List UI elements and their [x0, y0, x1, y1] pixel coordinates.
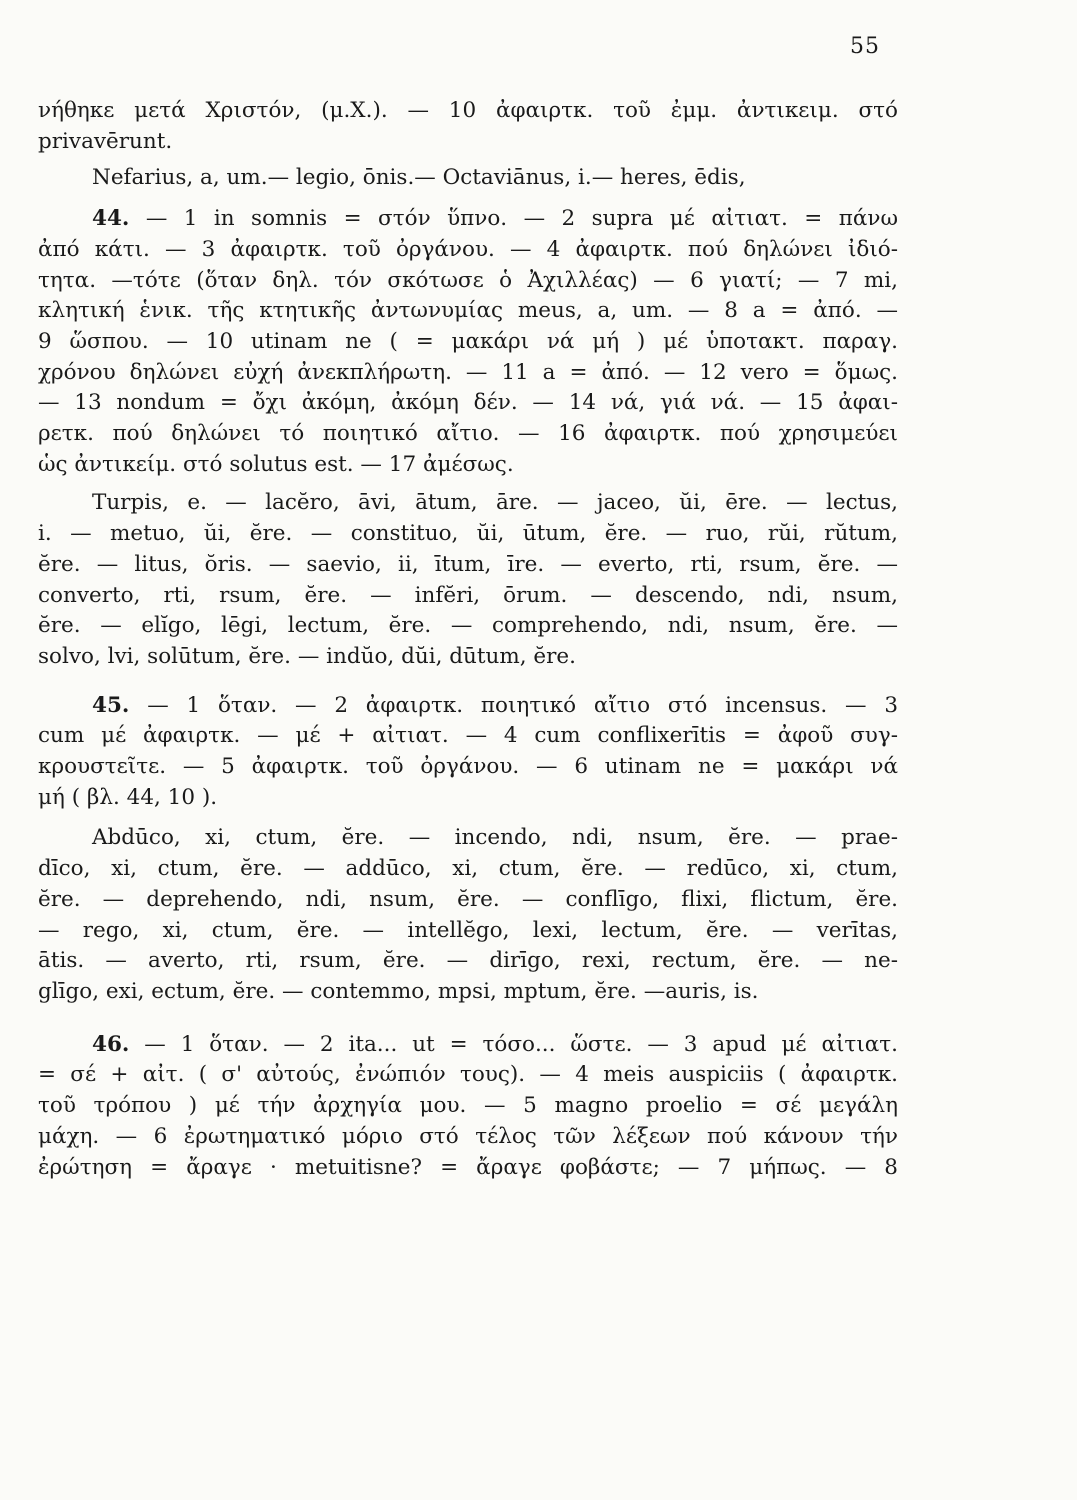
vocab-line: ĕre. — deprehendo, ndi, nsum, ĕre. — conflīgo, flixi, flictum, ĕre. — [38, 886, 898, 912]
vocab-line: glīgo, exi, ectum, ĕre. — contemmo, mpsi, mptum, ĕre. —auris, is. — [38, 978, 759, 1004]
section-number-46: 46. — [92, 1031, 130, 1057]
note-line: μή ( βλ. 44, 10 ). — [38, 784, 218, 810]
note-line: τητα. —τότε (ὅταν δηλ. τόν σκότωσε ὁ Ἀχιλλέας) — 6 γιατί; — 7 mi, — [38, 267, 898, 293]
vocab-line: ĕre. — elĭgo, lēgi, lectum, ĕre. — comprehendo, ndi, nsum, ĕre. — — [38, 613, 898, 639]
vocab-line: Nefarius, a, um.— legio, ōnis.— Octaviānus, i.— heres, ēdis, — [92, 165, 746, 191]
vocab-line: Turpis, e. — lacĕro, āvi, ātum, āre. — jaceo, ŭi, ēre. — lectus, — [92, 490, 898, 516]
page-number: 55 — [850, 34, 880, 59]
vocab-line: solvo, lvi, solūtum, ĕre. — indŭo, dŭi, dūtum, ĕre. — [38, 643, 576, 669]
text-line: privavērunt. — [38, 128, 173, 154]
section-number-44: 44. — [92, 206, 130, 232]
note-line: 46. — 1 ὅταν. — 2 ita... ut = τόσο... ὥστε. — 3 apud μέ αἰτιατ. — [92, 1031, 898, 1057]
vocab-line: converto, rti, rsum, ĕre. — infĕri, ōrum. — descendo, ndi, nsum, — [38, 582, 898, 608]
note-line: χρόνου δηλώνει εὐχή ἀνεκπλήρωτη. — 11 a = ἀπό. — 12 vero = ὅμως. — [38, 359, 898, 385]
vocab-line: ĕre. — litus, ŏris. — saevio, ii, ītum, īre. — everto, rti, rsum, ĕre. — — [38, 551, 898, 577]
text-line: νήθηκε μετά Χριστόν, (μ.Χ.). — 10 ἀφαιρτκ. τοῦ ἐμμ. ἀντικειμ. στό — [38, 98, 898, 123]
note-line: 9 ὥσπου. — 10 utinam ne ( = μακάρι νά μή ) μέ ὑποτακτ. παραγ. — [38, 328, 898, 354]
vocab-line: Abdūco, xi, ctum, ĕre. — incendo, ndi, nsum, ĕre. — prae- — [92, 825, 898, 851]
page-text — [38, 96, 898, 1183]
vocab-line: — rego, xi, ctum, ĕre. — intellĕgo, lexi, lectum, ĕre. — verītas, — [38, 917, 898, 943]
note-line: 44. — 1 in somnis = στόν ὕπνο. — 2 supra μέ αἰτιατ. = πάνω — [92, 206, 898, 232]
note-line: 45. — 1 ὅταν. — 2 ἀφαιρτκ. ποιητικό αἴτιο στό incensus. — 3 — [92, 692, 898, 718]
vocab-line: dīco, xi, ctum, ĕre. — addūco, xi, ctum, ĕre. — redūco, xi, ctum, — [38, 856, 898, 882]
note-line: τοῦ τρόπου ) μέ τήν ἀρχηγία μου. — 5 magno proelio = σέ μεγάλη — [38, 1093, 898, 1119]
note-line: cum μέ ἀφαιρτκ. — μέ + αἰτιατ. — 4 cum conflixerītis = ἀφοῦ συγ- — [38, 723, 898, 749]
section-number-45: 45. — [92, 692, 130, 718]
vocab-line: ātis. — averto, rti, rsum, ĕre. — dirīgo, rexi, rectum, ĕre. — ne- — [38, 948, 898, 974]
note-line: κλητική ἑνικ. τῆς κτητικῆς ἀντωνυμίας meus, a, um. — 8 a = ἀπό. — — [38, 298, 898, 324]
vocab-line: i. — metuo, ŭi, ĕre. — constituo, ŭi, ūtum, ĕre. — ruo, rŭi, rŭtum, — [38, 521, 898, 547]
note-line: μάχη. — 6 ἐρωτηματικό μόριο στό τέλος τῶν λέξεων πού κάνουν τήν — [38, 1123, 898, 1149]
note-line: κρουστεῖτε. — 5 ἀφαιρτκ. τοῦ ὀργάνου. — 6 utinam ne = μακάρι νά — [38, 754, 898, 780]
note-line: ἀπό κάτι. — 3 ἀφαιρτκ. τοῦ ὀργάνου. — 4 ἀφαιρτκ. πού δηλώνει ἰδιό- — [38, 236, 898, 262]
note-line: ὡς ἀντικείμ. στό solutus est. — 17 ἀμέσως. — [38, 451, 514, 477]
note-line: — 13 nondum = ὄχι ἀκόμη, ἀκόμη δέν. — 14 νά, γιά νά. — 15 ἀφαι- — [38, 390, 898, 416]
note-line: ρετκ. πού δηλώνει τό ποιητικό αἴτιο. — 16 ἀφαιρτκ. πού χρησιμεύει — [38, 421, 898, 447]
note-line: ἐρώτηση = ἄραγε · metuitisne? = ἄραγε φοβάστε; — 7 μήπως. — 8 — [38, 1154, 898, 1180]
note-line: = σέ + αἰτ. ( σ' αὐτούς, ἐνώπιόν τους). — 4 meis auspiciis ( ἀφαιρτκ. — [38, 1062, 898, 1088]
